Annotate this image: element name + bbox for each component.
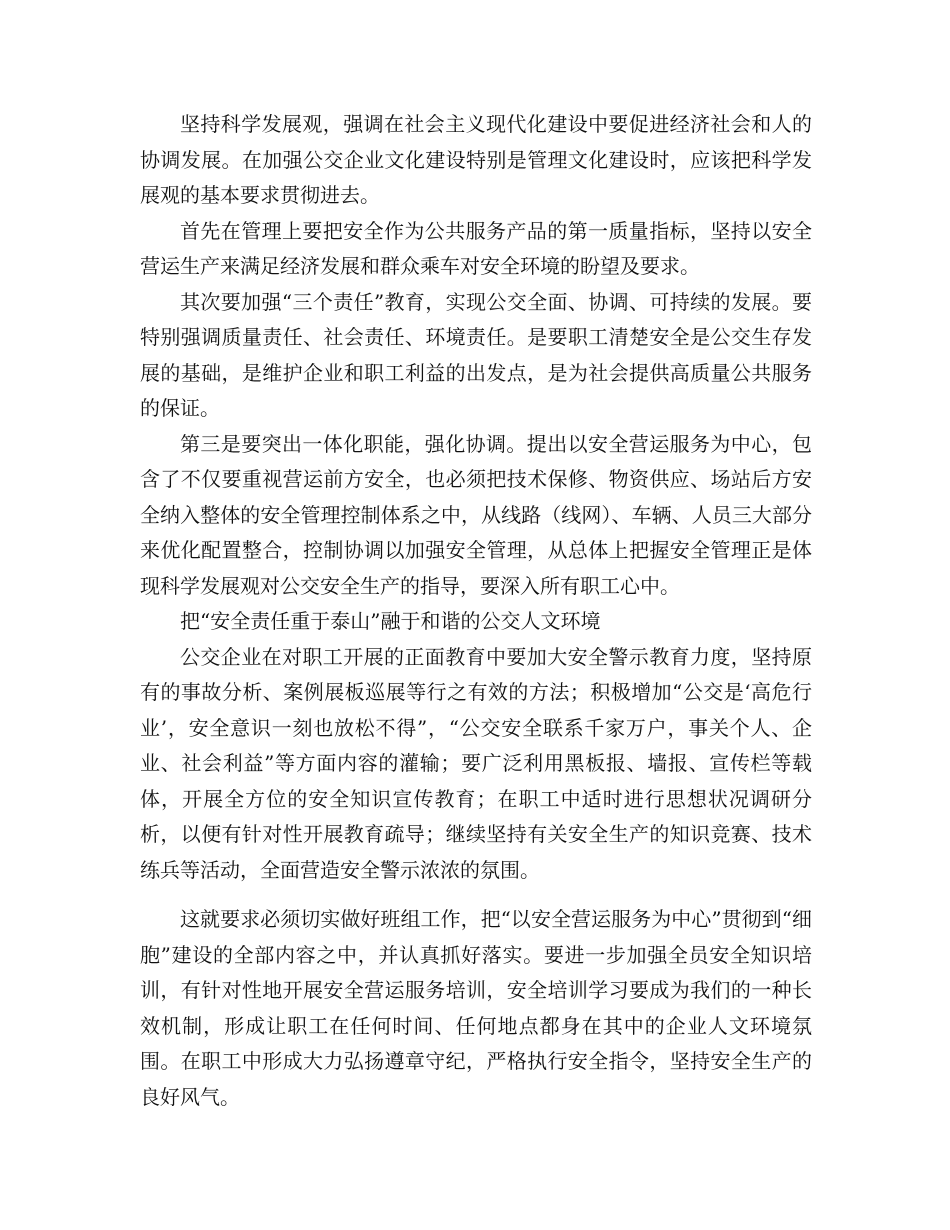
section-heading: 把“安全责任重于泰山”融于和谐的公交人文环境 <box>180 609 601 633</box>
paragraph-4: 第三是要突出一体化职能，强化协调。提出以安全营运服务为中心，包含了不仅要重视营运前方安全，也必须把技术保修、物资供应、场站后方安全纳入整体的安全管理控制体系之中，从线路（线网）、车辆、人员三大部分来优化配置整合，控制协调以加强安全管理，从总体上把握安全管理正是体现科学发展观对公交安全生产的指导，要深入所有职工心中。 <box>140 431 812 598</box>
paragraph-5: 公交企业在对职工开展的正面教育中要加大安全警示教育力度，坚持原有的事故分析、案例展板巡展等行之有效的方法；积极增加“公交是‘高危行业’，安全意识一刻也放松不得”，“公交安全联系千家万户，事关个人、企业、社会利益”等方面内容的灌输；要广泛利用黑板报、墙报、宣传栏等载体，开展全方位的安全知识宣传教育；在职工中适时进行思想状况调研分析，以便有针对性开展教育疏导；继续坚持有关安全生产的知识竞赛、技术练兵等活动，全面营造安全警示浓浓的氛围。 <box>140 644 812 882</box>
paragraph-6: 这就要求必须切实做好班组工作，把“以安全营运服务为中心”贯彻到“细胞”建设的全部内容之中，并认真抓好落实。要进一步加强全员安全知识培训，有针对性地开展安全营运服务培训，安全培训学习要成为我们的一种长效机制，形成让职工在任何时间、任何地点都身在其中的企业人文环境氛围。在职工中形成大力弘扬遵章守纪，严格执行安全指令，坚持安全生产的良好风气。 <box>140 907 812 1109</box>
paragraph-1: 坚持科学发展观，强调在社会主义现代化建设中要促进经济社会和人的协调发展。在加强公交企业文化建设特别是管理文化建设时，应该把科学发展观的基本要求贯彻进去。 <box>140 112 812 207</box>
document-body <box>140 107 812 1115</box>
paragraph-2: 首先在管理上要把安全作为公共服务产品的第一质量指标，坚持以安全营运生产来满足经济发展和群众乘车对安全环境的盼望及要求。 <box>140 218 812 278</box>
paragraph-3: 其次要加强“三个责任”教育，实现公交全面、协调、可持续的发展。要特别强调质量责任、社会责任、环境责任。是要职工清楚安全是公交生存发展的基础，是维护企业和职工利益的出发点，是为社会提供高质量公共服务的保证。 <box>140 289 812 420</box>
